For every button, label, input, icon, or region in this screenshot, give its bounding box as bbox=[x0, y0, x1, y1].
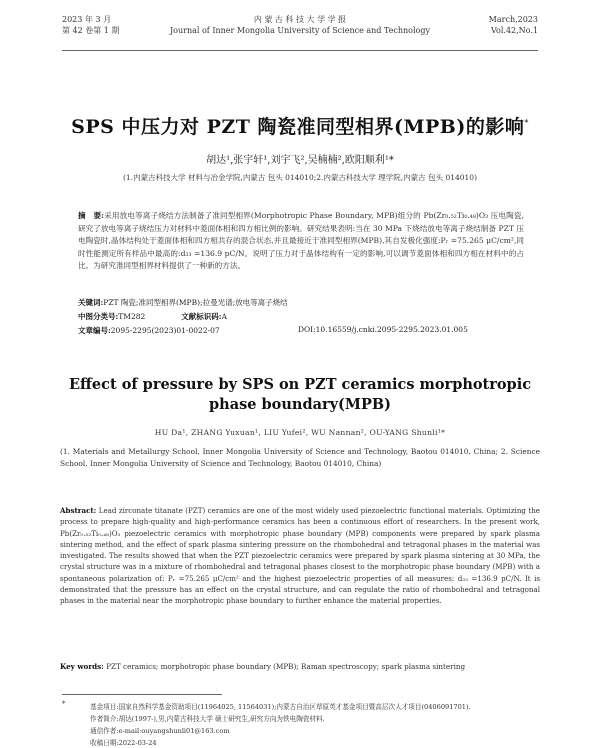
chinese-abstract-label: 摘 要: bbox=[78, 211, 104, 220]
chinese-keywords: 关键词:PZT 陶瓷;准同型相界(MPB);拉曼光谱;放电等离子烧结 bbox=[78, 298, 288, 307]
english-affiliation: (1. Materials and Metallurgy School, Inner Mongolia University of Science and Technology, Baotou 014010, China; 2. Science School, Inner Mongolia University of Science and Technology, Baotou 014010, China) bbox=[60, 447, 540, 468]
english-keywords: Key words: PZT ceramics; morphotropic phase boundary (MPB); Raman spectroscopy; spark plasma sintering bbox=[60, 662, 466, 671]
footnote-divider bbox=[62, 694, 222, 695]
english-abstract-label: Abstract: bbox=[60, 506, 97, 515]
document-code: A bbox=[221, 312, 227, 321]
article-number-line: 文章编号:2095-2295(2023)01-0022-07 DOI:10.16559/j.cnki.2095-2295.2023.01.005 bbox=[78, 325, 468, 335]
english-authors: HU Da¹, ZHANG Yuxuan¹, LIU Yufei², WU Nannan², OU-YANG Shunli¹* bbox=[154, 428, 446, 437]
english-title: Effect of pressure by SPS on PZT ceramics morphotropic phase boundary(MPB) bbox=[68, 376, 532, 413]
chinese-title: SPS 中压力对 PZT 陶瓷准同型相界(MPB)的影响* bbox=[71, 116, 529, 138]
english-abstract bbox=[60, 505, 540, 607]
footnote-fund: 基金项目:国家自然科学基金资助项目(11964025, 11564031);内蒙古自治区草原英才基金项目暨高层次人才项目(0406091701). bbox=[90, 703, 471, 711]
title-footnote-mark: * bbox=[524, 118, 529, 128]
chinese-authors: 胡达¹,张宇轩¹,刘宇飞²,吴楠楠²,欧阳顺利¹* bbox=[206, 155, 394, 166]
classification-line: 中图分类号:TM282 文献标识码:A bbox=[78, 312, 227, 321]
doi[interactable]: DOI:10.16559/j.cnki.2095-2295.2023.01.005 bbox=[298, 325, 468, 334]
header-divider bbox=[62, 50, 538, 51]
english-abstract-text: Lead zirconate titanate (PZT) ceramics are one of the most widely used piezoelectric functional materials. Optimizing the process to prepare high-quality and high-performance ceramics has been a continuous effort of researchers. In the present work, Pb(Zr₀.₅₂Ti₀.₄₈)O₃ piezoelectric ceramics with morphotropic phase boundary (MPB) components were prepared by spark plasma sintering method, and the effect of spark plasma sintering pressure on the rhombohedral and tetragonal phases in the material was investigated. The results showed that when the PZT piezoelectric ceramics were prepared by spark plasma sintering at 30 MPa, the crystal structure was in a mixture of rhombohedral and tetragonal phases closest to the morphotropic phase boundary (MPB) with a spontaneous polarization of: Pᵣ =75.265 μC/cm² and the highest piezoelectric properties of all measures: d₃₃ =136.9 pC/N. It is demonstrated that the pressure has an effect on the crystal structure, and can regulate the ratio of rhombohedral and tetragonal phases in the material near the morphotropic phase boundary to further enhance the material properties. bbox=[60, 506, 540, 606]
header-journal-name: 内 蒙 古 科 技 大 学 学 报 Journal of Inner Mongolia University of Science and Technology bbox=[169, 15, 431, 35]
footnote-author: 作者简介:胡达(1997-),男,内蒙古科技大学 硕士研究生,研究方向为铁电陶瓷材料. bbox=[90, 715, 325, 723]
footnote-corresponding[interactable]: 通信作者:e-mail:ouyangshunli01@163.com bbox=[90, 727, 230, 735]
chinese-affiliation: (1.内蒙古科技大学 材料与冶金学院,内蒙古 包头 014010;2.内蒙古科技大学 理学院,内蒙古 包头 014010) bbox=[122, 173, 478, 182]
clc-number: TM282 bbox=[118, 312, 146, 321]
footnote-mark: * bbox=[62, 700, 66, 708]
header-issue-date: 2023 年 3 月 第 42 卷第 1 期 bbox=[62, 15, 120, 35]
running-header bbox=[62, 14, 538, 46]
chinese-abstract-text: 采用放电等离子烧结方法制备了准同型相界(Morphotropic Phase Boundary, MPB)组分的 Pb(Zr₀.₅₂Ti₀.₄₈)O₃ 压电陶瓷,研究了放电等离子烧结压力对材料中菱面体相和四方相比例的影响。研究结果表明:当在 30 MPa 下烧结放电等离子烧结制备 PZT 压电陶瓷时,晶体结构处于菱面体相和四方相共存的混合状态,并且最接近于准同型相界(MPB),其自发极化强度:Pᵣ =75.265 μC/cm²,同时性能测定所有样品中最高的:d₃₃ =136.9 pC/N。说明了压力对于晶体结构有一定的影响,可以调节菱面体相和四方相在材料中的占比。为研究准同型相界材料提供了一种新的方法。 bbox=[78, 211, 524, 271]
footnote-received: 收稿日期:2022-03-24 bbox=[90, 739, 157, 747]
header-volume: March,2023 Vol.42,No.1 bbox=[488, 15, 538, 35]
article-number: 2095-2295(2023)01-0022-07 bbox=[110, 326, 220, 335]
chinese-abstract bbox=[78, 210, 524, 273]
